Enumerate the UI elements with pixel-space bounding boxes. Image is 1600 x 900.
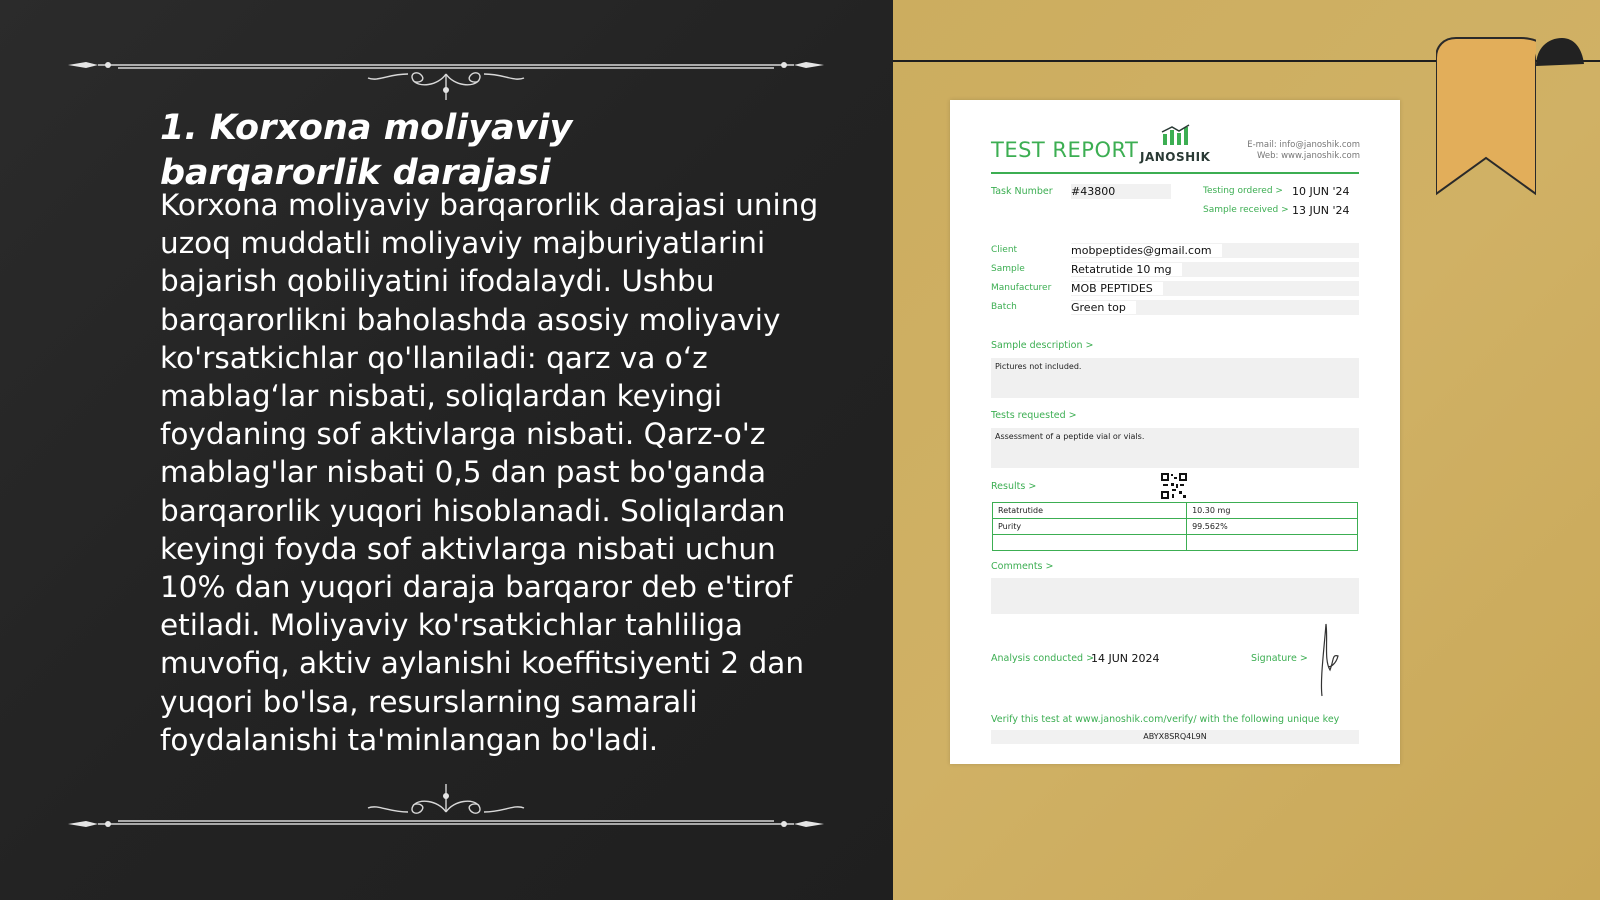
analysis-conducted-label: Analysis conducted > (991, 653, 1095, 664)
tests-requested-box: Assessment of a peptide vial or vials. (991, 428, 1359, 468)
manufacturer-value (1071, 281, 1359, 296)
bookmark-ribbon-icon (1436, 36, 1536, 196)
sample-value-text: Retatrutide 10 mg (1071, 263, 1182, 276)
tests-requested-label: Tests requested > (991, 410, 1077, 421)
batch-value-text: Green top (1071, 301, 1136, 314)
testing-ordered-value: 10 JUN '24 (1292, 185, 1350, 198)
comments-label: Comments > (991, 561, 1054, 572)
logo-text: JANOSHIK (1140, 150, 1211, 164)
results-label: Results > (991, 481, 1037, 492)
report-title: TEST REPORT (991, 138, 1139, 162)
top-ornament-divider (68, 52, 824, 112)
bottom-ornament-divider (68, 772, 824, 832)
signature-label: Signature > (1251, 653, 1308, 664)
sample-label: Sample (991, 264, 1025, 274)
client-label: Client (991, 245, 1018, 255)
result-value: 99.562% (1187, 519, 1358, 535)
table-row (993, 503, 1358, 519)
result-name: Retatrutide (993, 503, 1187, 519)
contact-web: Web: www.janoshik.com (1257, 151, 1360, 161)
sample-description-label: Sample description > (991, 340, 1094, 351)
task-number-label: Task Number (991, 186, 1053, 197)
result-name (993, 535, 1187, 551)
result-name: Purity (993, 519, 1187, 535)
table-row (993, 519, 1358, 535)
batch-label: Batch (991, 302, 1017, 312)
qr-code-icon (1160, 472, 1188, 500)
table-row (993, 535, 1358, 551)
result-value (1187, 535, 1358, 551)
sample-received-value: 13 JUN '24 (1292, 204, 1350, 217)
header-rule (991, 172, 1359, 174)
client-value-text: mobpeptides@gmail.com (1071, 244, 1222, 257)
signature-mark (1308, 620, 1348, 700)
manufacturer-label: Manufacturer (991, 283, 1052, 293)
sample-value (1071, 262, 1359, 277)
sample-received-label: Sample received > (1203, 205, 1289, 215)
contact-email: E-mail: info@janoshik.com (1247, 140, 1360, 150)
ribbon-curl (1536, 36, 1586, 66)
comments-box (991, 578, 1359, 614)
manufacturer-value-text: MOB PEPTIDES (1071, 282, 1163, 295)
results-table (992, 502, 1358, 551)
testing-ordered-label: Testing ordered > (1203, 186, 1283, 196)
janoshik-logo (1140, 124, 1210, 164)
analysis-conducted-value: 14 JUN 2024 (1091, 652, 1160, 665)
unique-key: ABYX8SRQ4L9N (991, 730, 1359, 744)
report-contact (1247, 140, 1360, 162)
result-value: 10.30 mg (1187, 503, 1358, 519)
client-value (1071, 243, 1359, 258)
logo-chart-icon (1160, 124, 1190, 146)
slide-title: 1. Korxona moliyaviy barqarorlik darajasi (160, 108, 573, 193)
batch-value (1071, 300, 1359, 315)
test-report-document (950, 100, 1400, 764)
sample-description-box: Pictures not included. (991, 358, 1359, 398)
task-number-value: #43800 (1071, 184, 1171, 199)
verify-text: Verify this test at www.janoshik.com/verify/ with the following unique key (991, 714, 1340, 725)
slide-body-text: Korxona moliyaviy barqarorlik darajasi uning uzoq muddatli moliyaviy majburiyatlarini bajarish qobiliyatini ifodalaydi. Ushbu barqarorlikni baholashda asosiy moliyaviy ko'rsatkichlar qo'llaniladi: qarz va o‘z mablag‘lar nisbati, soliqlardan keyingi foydaning sof aktivlarga nisbati. Qarz-o'z mablag'lar nisbati 0,5 dan past bo'ganda barqarorlik yuqori hisoblanadi. Soliqlardan keyingi foyda sof aktivlarga nisbati uchun 10% dan yuqori daraja barqaror deb e'tirof etiladi. Moliyaviy ko'rsatkichlar tahliliga muvofiq, aktiv aylanishi koeffitsiyenti 2 dan yuqori bo'lsa, resurslarning samarali foydalanishi ta'minlangan bo'ladi. (160, 188, 819, 757)
